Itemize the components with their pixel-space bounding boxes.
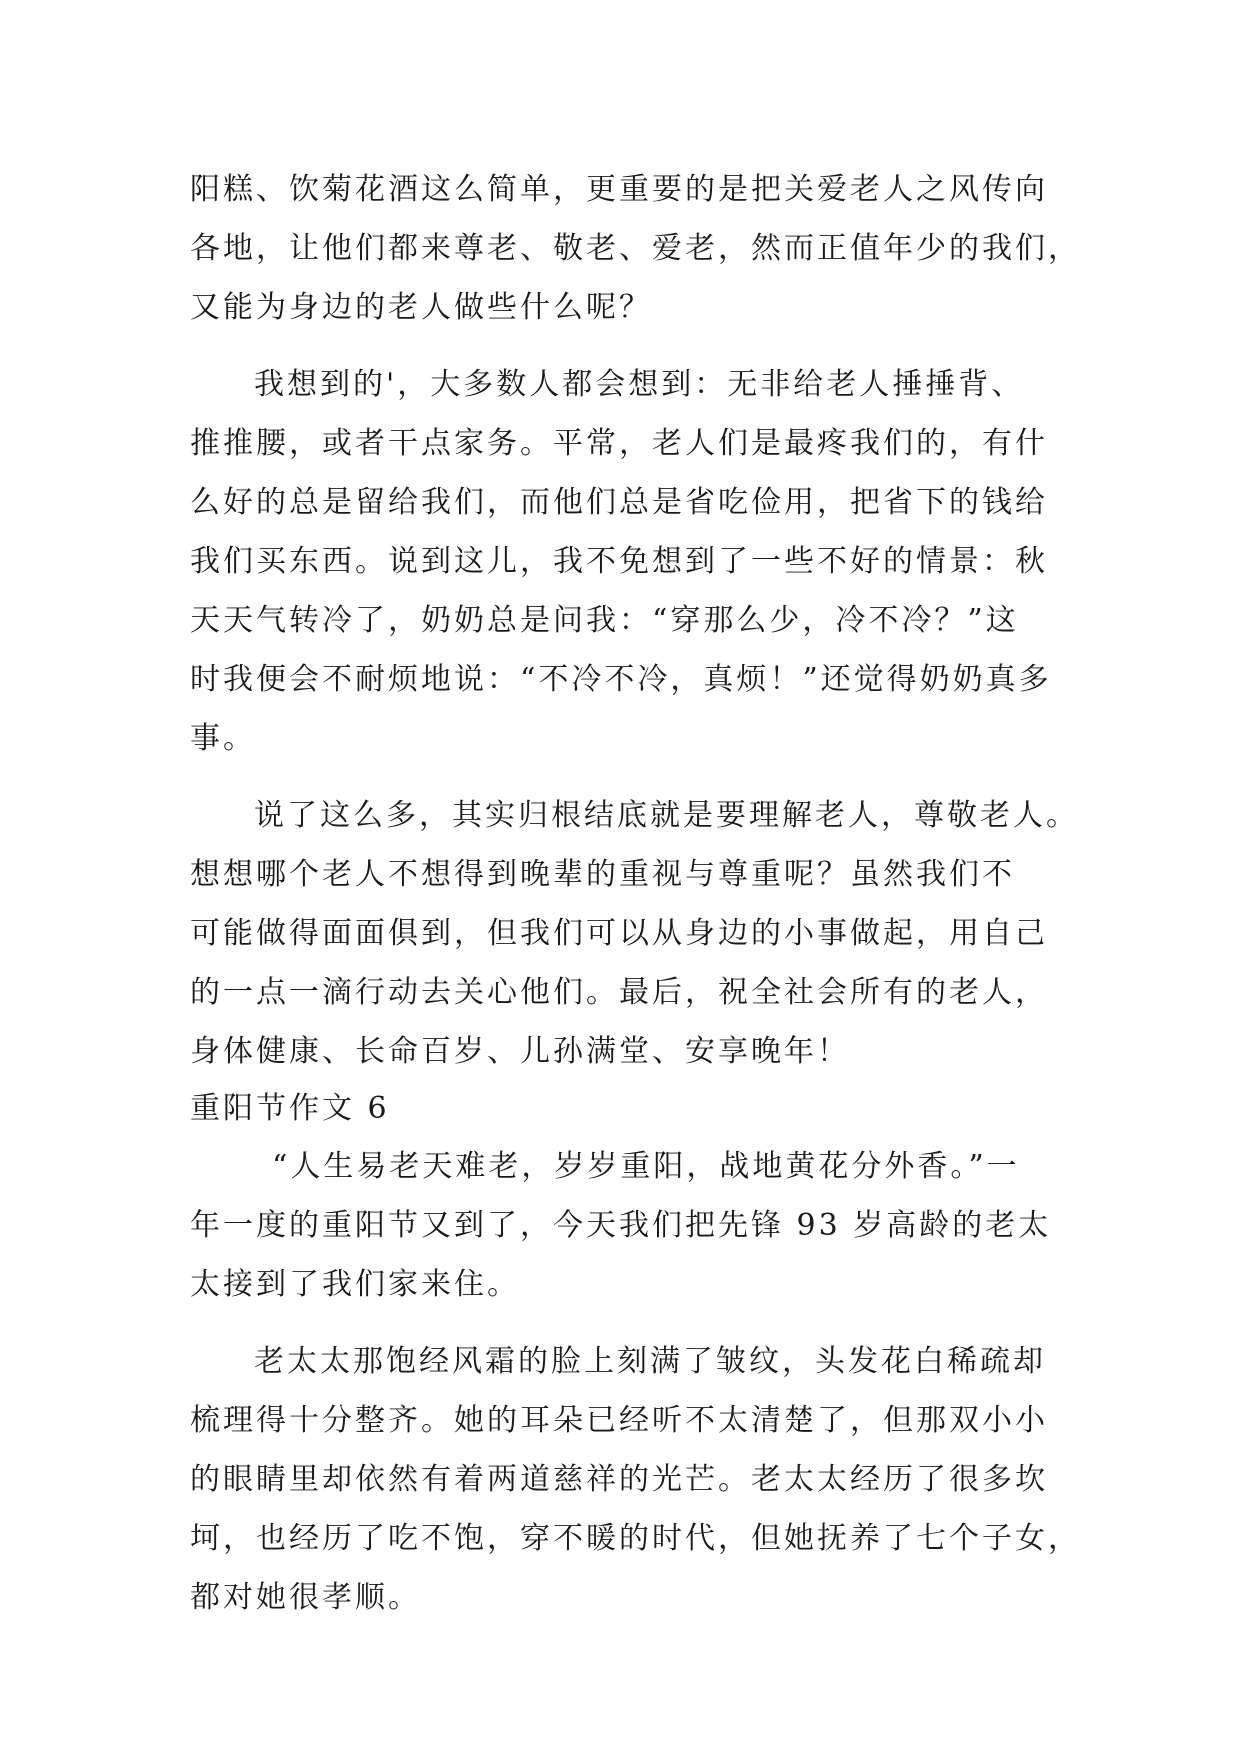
paragraph-5 [190,1332,1081,1627]
paragraph-gap [190,768,1070,786]
text-line: 梳理得十分整齐。她的耳朵已经听不太清楚了，但那双小小 [190,1403,1048,1438]
text-line: 我想到的'，大多数人都会想到：无非给老人捶捶背、 [254,367,1025,402]
text-line: 各地，让他们都来尊老、敬老、爱老，然而正值年少的我们， [190,231,1081,266]
document-body [190,160,1081,1627]
text-line: “人生易老天难老，岁岁重阳，战地黄花分外香。”一 [272,1149,1020,1184]
paragraph-1 [190,160,1081,337]
paragraph-2 [190,355,1070,768]
paragraph-4 [190,1137,1070,1314]
text-line: 身体健康、长命百岁、儿孙满堂、安享晚年！ [190,1034,850,1069]
text-line: 时我便会不耐烦地说：“不冷不冷，真烦！”还觉得奶奶真多 [190,662,1052,697]
text-line: 我们买东西。说到这儿，我不免想到了一些不好的情景：秋 [190,544,1048,579]
text-line: 事。 [190,721,256,756]
section-heading: 重阳节作文 6 [190,1091,390,1126]
text-line: 推推腰，或者干点家务。平常，老人们是最疼我们的，有什 [190,426,1048,461]
paragraph-gap [190,337,1070,355]
text-line: 么好的总是留给我们，而他们总是省吃俭用，把省下的钱给 [190,485,1048,520]
text-line: 都对她很孝顺。 [190,1580,421,1615]
text-line: 老太太那饱经风霜的脸上刻满了皱纹，头发花白稀疏却 [254,1344,1046,1379]
text-line: 坷，也经历了吃不饱，穿不暖的时代，但她抚养了七个子女， [190,1521,1081,1556]
paragraph-gap [190,1314,1070,1332]
text-line: 太接到了我们家来住。 [190,1267,520,1302]
paragraph-3 [190,786,1079,1081]
text-line: 天天气转冷了，奶奶总是问我：“穿那么少，冷不冷？”这 [190,603,1019,638]
text-line: 的一点一滴行动去关心他们。最后，祝全社会所有的老人， [190,975,1048,1010]
text-line: 又能为身边的老人做些什么呢？ [190,290,652,325]
text-line: 想想哪个老人不想得到晚辈的重视与尊重呢？虽然我们不 [190,857,1015,892]
text-line: 可能做得面面俱到，但我们可以从身边的小事做起，用自己 [190,916,1048,951]
text-line: 的眼睛里却依然有着两道慈祥的光芒。老太太经历了很多坎 [190,1462,1048,1497]
text-line: 阳糕、饮菊花酒这么简单，更重要的是把关爱老人之风传向 [190,172,1048,207]
text-line: 年一度的重阳节又到了，今天我们把先锋 93 岁高龄的老太 [190,1208,1052,1243]
text-line: 说了这么多，其实归根结底就是要理解老人，尊敬老人。 [254,798,1079,833]
